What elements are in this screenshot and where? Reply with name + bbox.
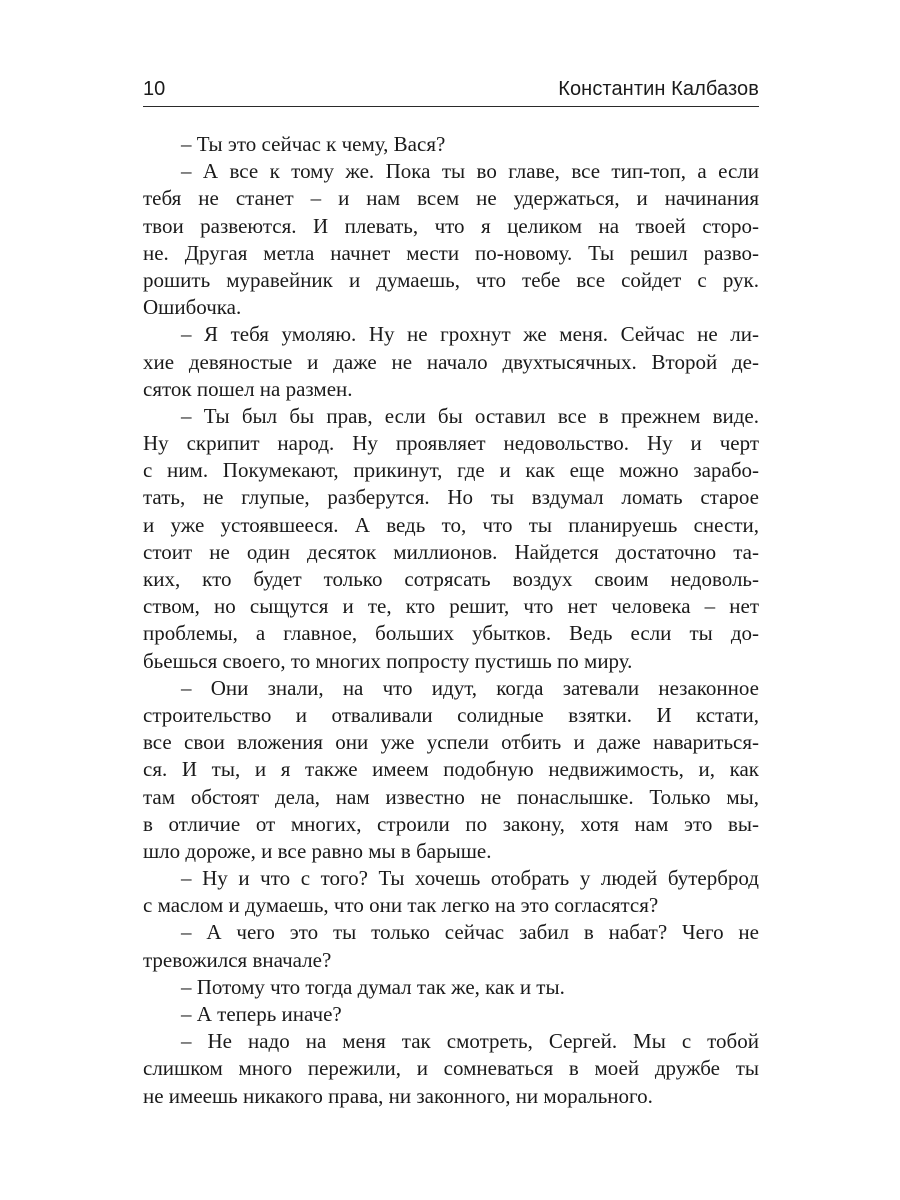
text-line: и уже устоявшееся. А ведь то, что ты планируешь снести, <box>143 512 759 537</box>
text-line: с ним. Покумекают, прикинут, где и как еще можно зарабо- <box>143 458 759 483</box>
text-line: – Ты это сейчас к чему, Вася? <box>181 132 446 156</box>
text-line: ством, но сыщутся и те, кто решит, что нет человека – нет <box>143 594 759 619</box>
text-line: – А теперь иначе? <box>181 1002 342 1026</box>
running-head-author: Константин Калбазов <box>558 78 759 100</box>
text-line: – А чего это ты только сейчас забил в набат? Чего не <box>181 920 759 945</box>
text-line: тревожился вначале? <box>143 947 332 972</box>
page-number: 10 <box>143 78 166 100</box>
text-line: не имеешь никакого права, ни законного, ни морального. <box>143 1083 653 1108</box>
text-line: тать, не глупые, разберутся. Но ты вздумал ломать старое <box>143 485 759 510</box>
body-text <box>143 131 759 1110</box>
text-line: – Потому что тогда думал так же, как и ты. <box>181 974 565 999</box>
text-line: ся. И ты, и я также имеем подобную недвижимость, и, как <box>143 757 759 782</box>
text-line: рошить муравейник и думаешь, что тебе все сойдет с рук. <box>143 267 759 292</box>
text-line: строительство и отваливали солидные взятки. И кстати, <box>143 702 759 727</box>
text-line: хие девяностые и даже не начало двухтысячных. Второй де- <box>143 349 759 374</box>
text-line: сяток пошел на размен. <box>143 376 353 401</box>
text-line: Ошибочка. <box>143 295 242 320</box>
text-line: в отличие от многих, строили по закону, хотя нам это вы- <box>143 811 759 836</box>
text-line: там обстоят дела, нам известно не понаслышке. Только мы, <box>143 784 759 809</box>
text-line: стоит не один десяток миллионов. Найдется достаточно та- <box>143 539 759 564</box>
text-line: все свои вложения они уже успели отбить и даже навариться- <box>143 730 759 755</box>
text-line: шло дороже, и все равно мы в барыше. <box>143 838 492 863</box>
text-line: тебя не станет – и нам всем не удержаться, и начинания <box>143 186 759 211</box>
text-line: проблемы, а главное, больших убытков. Ведь если ты до- <box>143 621 759 646</box>
text-line: бьешься своего, то многих попросту пустишь по миру. <box>143 648 633 673</box>
text-line: твои развеются. И плевать, что я целиком на твоей сторо- <box>143 213 759 238</box>
text-line: – Ну и что с того? Ты хочешь отобрать у людей бутерброд <box>181 866 759 891</box>
page-header <box>143 74 759 108</box>
text-line: ких, кто будет только сотрясать воздух своим недоволь- <box>143 567 759 591</box>
book-page <box>143 0 759 1200</box>
text-line: – Они знали, на что идут, когда затевали незаконное <box>181 675 759 700</box>
text-line: слишком много пережили, и сомневаться в моей дружбе ты <box>143 1056 759 1081</box>
header-rule <box>143 106 759 107</box>
text-line: – А все к тому же. Пока ты во главе, все тип-топ, а если <box>181 159 759 184</box>
text-line: – Ты был бы прав, если бы оставил все в прежнем виде. <box>181 403 759 428</box>
text-line: не. Другая метла начнет мести по-новому. Ты решил разво- <box>143 240 759 265</box>
text-line: Ну скрипит народ. Ну проявляет недовольство. Ну и черт <box>143 431 759 456</box>
text-line: с маслом и думаешь, что они так легко на это согласятся? <box>143 893 659 918</box>
text-line: – Я тебя умоляю. Ну не грохнут же меня. Сейчас не ли- <box>181 322 759 347</box>
text-line: – Не надо на меня так смотреть, Сергей. Мы с тобой <box>181 1029 759 1054</box>
